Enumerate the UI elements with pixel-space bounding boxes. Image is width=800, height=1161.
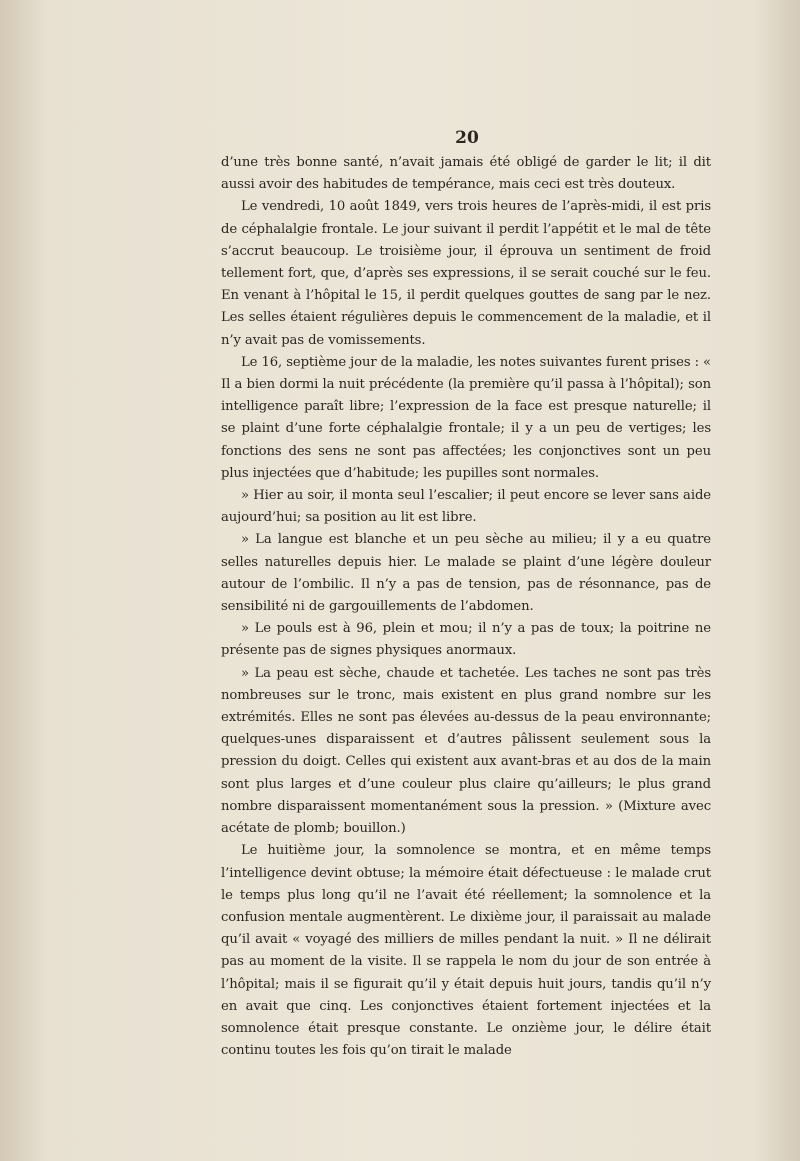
page-number: 20 [455, 128, 479, 148]
paragraph-1: d’une très bonne santé, n’avait jamais été obligé de garder le lit; il dit aussi avoir des habitudes de tempérance, mais ceci est très douteux. [221, 155, 711, 193]
paragraph-6: » Le pouls est à 96, plein et mou; il n’y a pas de toux; la poitrine ne présente pas de signes physiques anormaux. [221, 621, 711, 659]
paragraph-5: » La langue est blanche et un peu sèche au milieu; il y a eu quatre selles naturelles depuis hier. Le malade se plaint d’une légère douleur autour de l’ombilic. Il n’y a pas de tension, pas de résonnance, pas de sensibilité ni de gargouillements de l’abdomen. [221, 532, 711, 615]
paragraph-7: » La peau est sèche, chaude et tachetée. Les taches ne sont pas très nombreuses sur le tronc, mais existent en plus grand nombre sur les extrémités. Elles ne sont pas élevées au-dessus de la peau environnante; quelques-unes disparaissent et d’autres pâlissent seulement sous la pression du doigt. Celles qui existent aux avant-bras et au dos de la main sont plus larges et d’une couleur plus claire qu’ailleurs; le plus grand nombre disparaissent momentanément sous la pression. » (Mixture avec acétate de plomb; bouillon.) [221, 665, 711, 837]
paragraph-8: Le huitième jour, la somnolence se montra, et en même temps l’intelligence devint obtuse; la mémoire était défectueuse : le malade crut le temps plus long qu’il ne l’avait été réellement; la somnolence et la confusion mentale augmentèrent. Le dixième jour, il paraissait au malade qu’il avait « voyagé des milliers de milles pendant la nuit. » Il ne délirait pas au moment de la visite. Il se rappela le nom du jour de son entrée à l’hôpital; mais il se figurait qu’il y était depuis huit jours, tandis qu’il n’y en avait que cinq. Les conjonctives étaient fortement injectées et la somnolence était presque constante. Le onzième jour, le délire était continu toutes les fois qu’on tirait le malade [221, 843, 711, 1059]
paragraph-4: » Hier au soir, il monta seul l’escalier; il peut encore se lever sans aide aujourd’hui; sa position au lit est libre. [221, 488, 711, 526]
paragraph-2: Le vendredi, 10 août 1849, vers trois heures de l’après-midi, il est pris de céphalalgie frontale. Le jour suivant il perdit l’appétit et le mal de tête s’accrut beaucoup. Le troisième jour, il éprouva un sentiment de froid tellement fort, que, d’après ses expressions, il se serait couché sur le feu. En venant à l’hôpital le 15, il perdit quelques gouttes de sang par le nez. Les selles étaient régulières depuis le commencement de la maladie, et il n’y avait pas de vomissements. [221, 199, 711, 348]
body-text [221, 152, 711, 1062]
paragraph-3: Le 16, septième jour de la maladie, les notes suivantes furent prises : « Il a bien dormi la nuit précédente (la première qu’il passa à l’hôpital); son intelligence paraît libre; l’expression de la face est presque naturelle; il se plaint d’une forte céphalalgie frontale; il y a un peu de vertiges; les fonctions des sens ne sont pas affectées; les conjonctives sont un peu plus injectées que d’habitude; les pupilles sont normales. [221, 354, 711, 481]
